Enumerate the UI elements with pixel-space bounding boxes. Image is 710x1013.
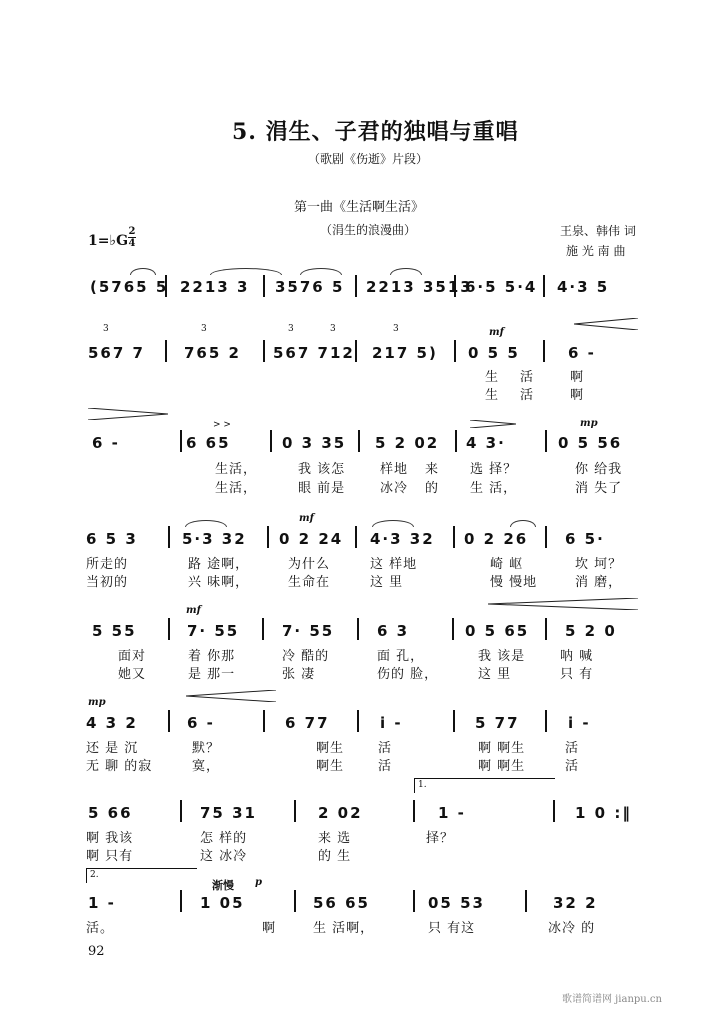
measure: 0 2 24	[279, 530, 344, 548]
dynamic-marking: mp	[580, 418, 598, 429]
lyric: 啊	[570, 388, 585, 403]
measure: 6 3	[377, 622, 410, 640]
lyric: 活。	[86, 921, 115, 936]
measure: 6·5 5·4	[465, 278, 538, 296]
lyric: 啊 只有	[86, 849, 134, 864]
lyric: 为什么	[288, 557, 331, 572]
composer-credit: 施 光 南 曲	[566, 244, 626, 258]
lyric: 活	[378, 741, 393, 756]
measure: 75 31	[200, 804, 257, 822]
measure: 0 5 5	[468, 344, 520, 362]
measure: 6 5 3	[86, 530, 138, 548]
time-top: 2	[128, 226, 136, 237]
lyric: 来 选	[318, 831, 352, 846]
lyric: 生 活啊，	[313, 921, 375, 936]
dynamic-marking: p	[255, 877, 262, 888]
lyric: 只 有	[560, 667, 594, 682]
measure: 1 -	[438, 804, 466, 822]
measure: 0 5 56	[558, 434, 623, 452]
measure: 1 0 :‖	[575, 804, 632, 822]
measure: 6 -	[187, 714, 215, 732]
lyric: 是 那一	[188, 667, 236, 682]
dynamic-marking: mf	[186, 605, 201, 616]
lyric: 啊	[262, 921, 277, 936]
lyric: 择？	[426, 831, 455, 846]
lyricist-credit: 王泉、韩伟 词	[560, 224, 636, 238]
lyric: 活	[378, 759, 393, 774]
volta-1: 1.	[414, 778, 555, 793]
lyric: 慢 慢地	[490, 575, 538, 590]
lyric: 呐 喊	[560, 649, 594, 664]
measure: (5765 5	[90, 278, 169, 296]
decrescendo-hairpin	[88, 408, 168, 420]
lyric: 来	[425, 462, 440, 477]
time-bottom: 4	[128, 238, 136, 249]
lyric: 啊生	[316, 759, 345, 774]
lyric: 这 里	[370, 575, 404, 590]
lyric: 消 磨，	[575, 575, 623, 590]
measure: 7· 55	[282, 622, 335, 640]
dynamic-marking: mp	[88, 697, 106, 708]
measure: 6 5·	[565, 530, 605, 548]
lyric: 寞，	[192, 759, 221, 774]
measure: 5·3 32	[182, 530, 247, 548]
lyric: 我 该怎	[298, 462, 346, 477]
decrescendo-hairpin	[574, 318, 638, 330]
lyric: 啊	[570, 370, 585, 385]
page-number: 92	[88, 944, 105, 959]
measure: 3576 5	[275, 278, 345, 296]
lyric: 这 里	[478, 667, 512, 682]
measure: 5 2 02	[375, 434, 440, 452]
lyric: 这 样地	[370, 557, 418, 572]
lyric: 无 聊 的寂	[86, 759, 153, 774]
measure: i -	[380, 714, 403, 732]
volta-2: 2.	[86, 868, 197, 883]
lyric: 怎 样的	[200, 831, 248, 846]
key-signature	[88, 233, 128, 249]
page-title: 5. 涓生、子君的独唱与重唱	[232, 119, 519, 145]
measure: 1 05	[200, 894, 245, 912]
lyric: 选 择？	[470, 462, 518, 477]
measure: 6 77	[285, 714, 330, 732]
lyric: 崎 岖	[490, 557, 524, 572]
lyric: 冰冷 的	[548, 921, 596, 936]
crescendo-hairpin	[488, 598, 638, 610]
measure: 5 2 0	[565, 622, 617, 640]
lyric: 当初的	[86, 575, 129, 590]
measure: 4·3 5	[557, 278, 610, 296]
decrescendo-hairpin	[186, 690, 276, 702]
lyric: 活	[520, 370, 535, 385]
lyric: 默？	[192, 741, 221, 756]
lyric: 冰冷	[380, 481, 409, 496]
measure: 1 -	[88, 894, 116, 912]
lyric: 眼 前是	[298, 481, 346, 496]
time-signature	[128, 226, 136, 249]
lyric: 生活，	[215, 462, 258, 477]
lyric: 啊 啊生	[478, 759, 526, 774]
dynamic-marking: mf	[489, 327, 504, 338]
lyric: 的 生	[318, 849, 352, 864]
measure: 2213 3	[180, 278, 250, 296]
lyric: 活	[565, 759, 580, 774]
key-label: 1=♭G	[88, 233, 129, 249]
piece-note: （涓生的浪漫曲）	[320, 223, 417, 237]
piece-title: 第一曲《生活啊生活》	[294, 200, 425, 215]
measure: 32 2	[553, 894, 598, 912]
measure: 56 65	[313, 894, 370, 912]
measure: i -	[568, 714, 591, 732]
measure: 6 -	[92, 434, 120, 452]
measure: 765 2	[184, 344, 241, 362]
lyric: 伤的 脸，	[377, 667, 439, 682]
lyric: 兴 味啊，	[188, 575, 250, 590]
watermark: 歌谱简谱网 jianpu.cn	[562, 994, 662, 1005]
lyric: 面 孔，	[377, 649, 425, 664]
lyric: 着 你那	[188, 649, 236, 664]
measure: 4·3 32	[370, 530, 435, 548]
subtitle: （歌剧《伤逝》片段）	[308, 152, 429, 166]
measure: 7· 55	[187, 622, 240, 640]
lyric: 面对	[118, 649, 147, 664]
measure: 0 3 35	[282, 434, 347, 452]
lyric: 活	[565, 741, 580, 756]
lyric: 所走的	[86, 557, 129, 572]
measure: 6 -	[568, 344, 596, 362]
measure: 05 53	[428, 894, 485, 912]
lyric: 消 失了	[575, 481, 623, 496]
lyric: 她又	[118, 667, 147, 682]
measure: 5 77	[475, 714, 520, 732]
lyric: 生	[485, 370, 500, 385]
lyric: 样地	[380, 462, 409, 477]
tempo-marking: 渐慢	[212, 879, 234, 892]
lyric: 生 活，	[470, 481, 518, 496]
measure: 4 3·	[466, 434, 506, 452]
lyric: 啊 我该	[86, 831, 134, 846]
lyric: 我 该是	[478, 649, 526, 664]
lyric: 生	[485, 388, 500, 403]
lyric: 生命在	[288, 575, 331, 590]
lyric: 坎 坷？	[575, 557, 623, 572]
dynamic-marking: mf	[299, 513, 314, 524]
measure: 4 3 2	[86, 714, 138, 732]
measure: 6 65	[186, 434, 231, 452]
measure: 2 02	[318, 804, 363, 822]
lyric: 活	[520, 388, 535, 403]
lyric: 你 给我	[575, 462, 623, 477]
lyric: 的	[425, 481, 440, 496]
measure: 217 5)	[372, 344, 438, 362]
lyric: 冷 酷的	[282, 649, 330, 664]
lyric: 只 有这	[428, 921, 476, 936]
measure: 567 712	[273, 344, 355, 362]
measure: 0 5 65	[465, 622, 530, 640]
measure: 0 2 26	[464, 530, 529, 548]
lyric: 这 冰冷	[200, 849, 248, 864]
lyric: 生活，	[215, 481, 258, 496]
measure: 5 66	[88, 804, 133, 822]
lyric: 啊 啊生	[478, 741, 526, 756]
measure: 567 7	[88, 344, 145, 362]
measure: 2213 3513	[366, 278, 473, 296]
measure: 5 55	[92, 622, 137, 640]
lyric: 张 凄	[282, 667, 316, 682]
decrescendo-hairpin	[470, 420, 516, 428]
lyric: 还 是 沉	[86, 741, 139, 756]
lyric: 路 途啊，	[188, 557, 250, 572]
lyric: 啊生	[316, 741, 345, 756]
